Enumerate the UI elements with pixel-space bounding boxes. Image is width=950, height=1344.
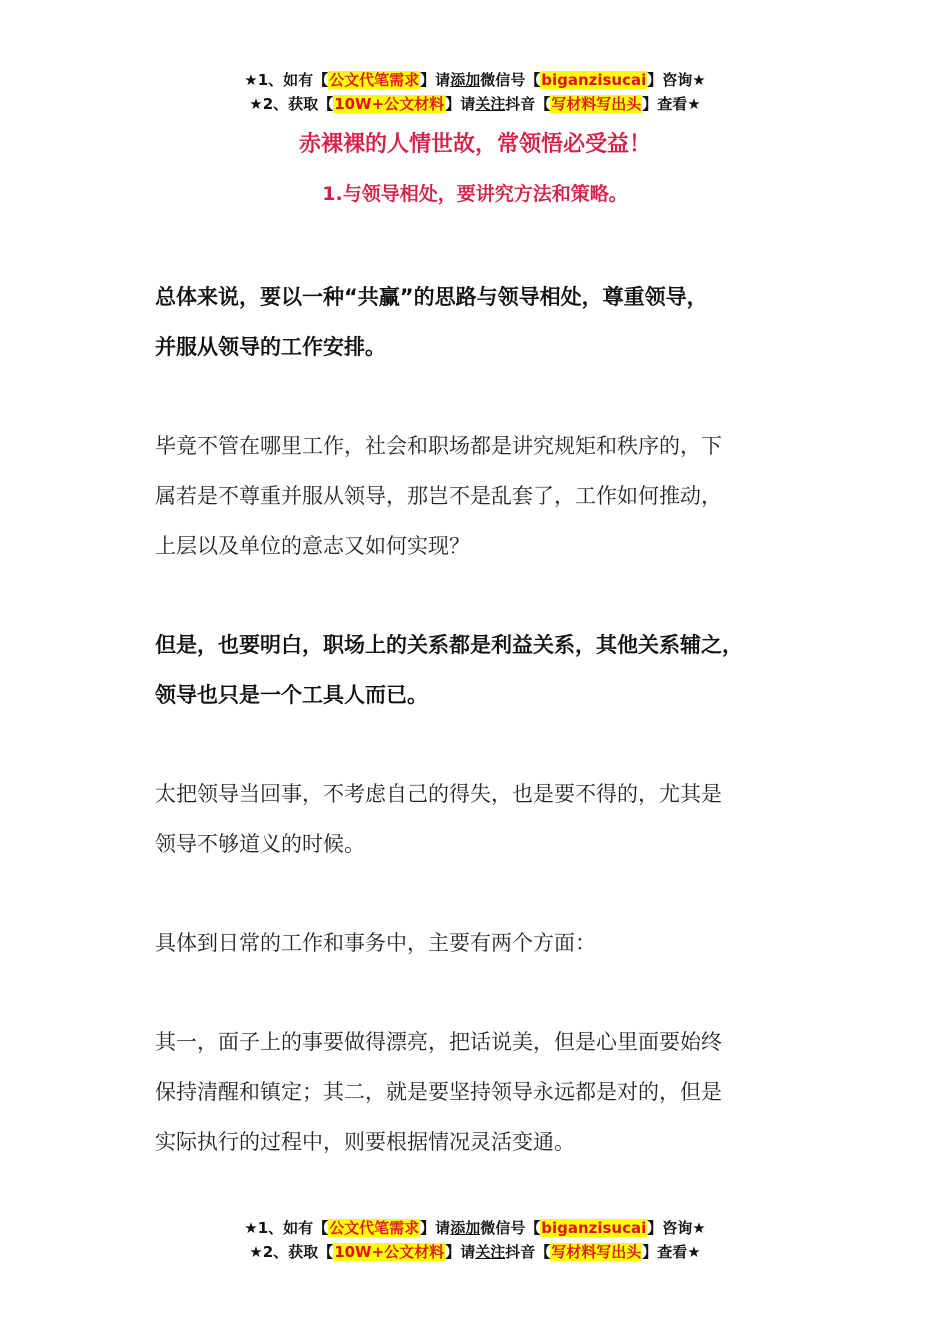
paragraph — [155, 1017, 815, 1167]
document-body — [155, 272, 815, 1216]
paragraph — [155, 421, 815, 571]
paragraph-line: 并服从领导的工作安排。 — [155, 335, 386, 359]
promo-line-1: ★1、如有【公文代笔需求】请添加微信号【biganzisucai】咨询★ — [244, 71, 706, 89]
paragraph — [155, 272, 815, 372]
document-title: 赤裸裸的人情世故，常领悟必受益！ — [298, 132, 651, 157]
paragraph — [155, 918, 815, 968]
paragraph-line: 但是，也要明白，职场上的关系都是利益关系，其他关系辅之， — [155, 633, 743, 657]
paragraph-line: 其一，面子上的事要做得漂亮，把话说美，但是心里面要始终 — [155, 1030, 722, 1054]
top-promo-banner — [0, 68, 950, 116]
paragraph-line: 太把领导当回事，不考虑自己的得失，也是要不得的，尤其是 — [155, 782, 722, 806]
promo-line-2: ★2、获取【10W+公文材料】请关注抖音【写材料写出头】查看★ — [249, 1243, 701, 1261]
promo-highlight: 公文代笔需求 — [329, 71, 420, 89]
paragraph-line: 领导也只是一个工具人而已。 — [155, 683, 428, 707]
paragraph-line: 属若是不尊重并服从领导，那岂不是乱套了，工作如何推动， — [155, 484, 722, 508]
paragraph-line: 总体来说，要以一种“共赢”的思路与领导相处，尊重领导， — [155, 285, 708, 309]
wechat-id-highlight: biganzisucai — [541, 1219, 647, 1237]
paragraph — [155, 620, 815, 720]
section-heading: 1.与领导相处，要讲究方法和策略。 — [322, 183, 628, 205]
promo-highlight: 公文代笔需求 — [329, 1219, 420, 1237]
paragraph-line: 保持清醒和镇定；其二，就是要坚持领导永远都是对的，但是 — [155, 1080, 722, 1104]
bottom-promo-banner — [0, 1216, 950, 1264]
paragraph-line: 实际执行的过程中，则要根据情况灵活变通。 — [155, 1130, 575, 1154]
promo-line-1: ★1、如有【公文代笔需求】请添加微信号【biganzisucai】咨询★ — [244, 1219, 706, 1237]
promo-highlight: 10W+公文材料 — [334, 1243, 445, 1261]
paragraph-line: 领导不够道义的时候。 — [155, 832, 365, 856]
paragraph-line: 毕竟不管在哪里工作，社会和职场都是讲究规矩和秩序的，下 — [155, 434, 722, 458]
douyin-id-highlight: 写材料写出头 — [551, 1243, 642, 1261]
paragraph — [155, 769, 815, 869]
paragraph-line: 具体到日常的工作和事务中，主要有两个方面： — [155, 931, 596, 955]
promo-line-2: ★2、获取【10W+公文材料】请关注抖音【写材料写出头】查看★ — [249, 95, 701, 113]
wechat-id-highlight: biganzisucai — [541, 71, 647, 89]
paragraph-line: 上层以及单位的意志又如何实现？ — [155, 534, 470, 558]
douyin-id-highlight: 写材料写出头 — [551, 95, 642, 113]
promo-highlight: 10W+公文材料 — [334, 95, 445, 113]
